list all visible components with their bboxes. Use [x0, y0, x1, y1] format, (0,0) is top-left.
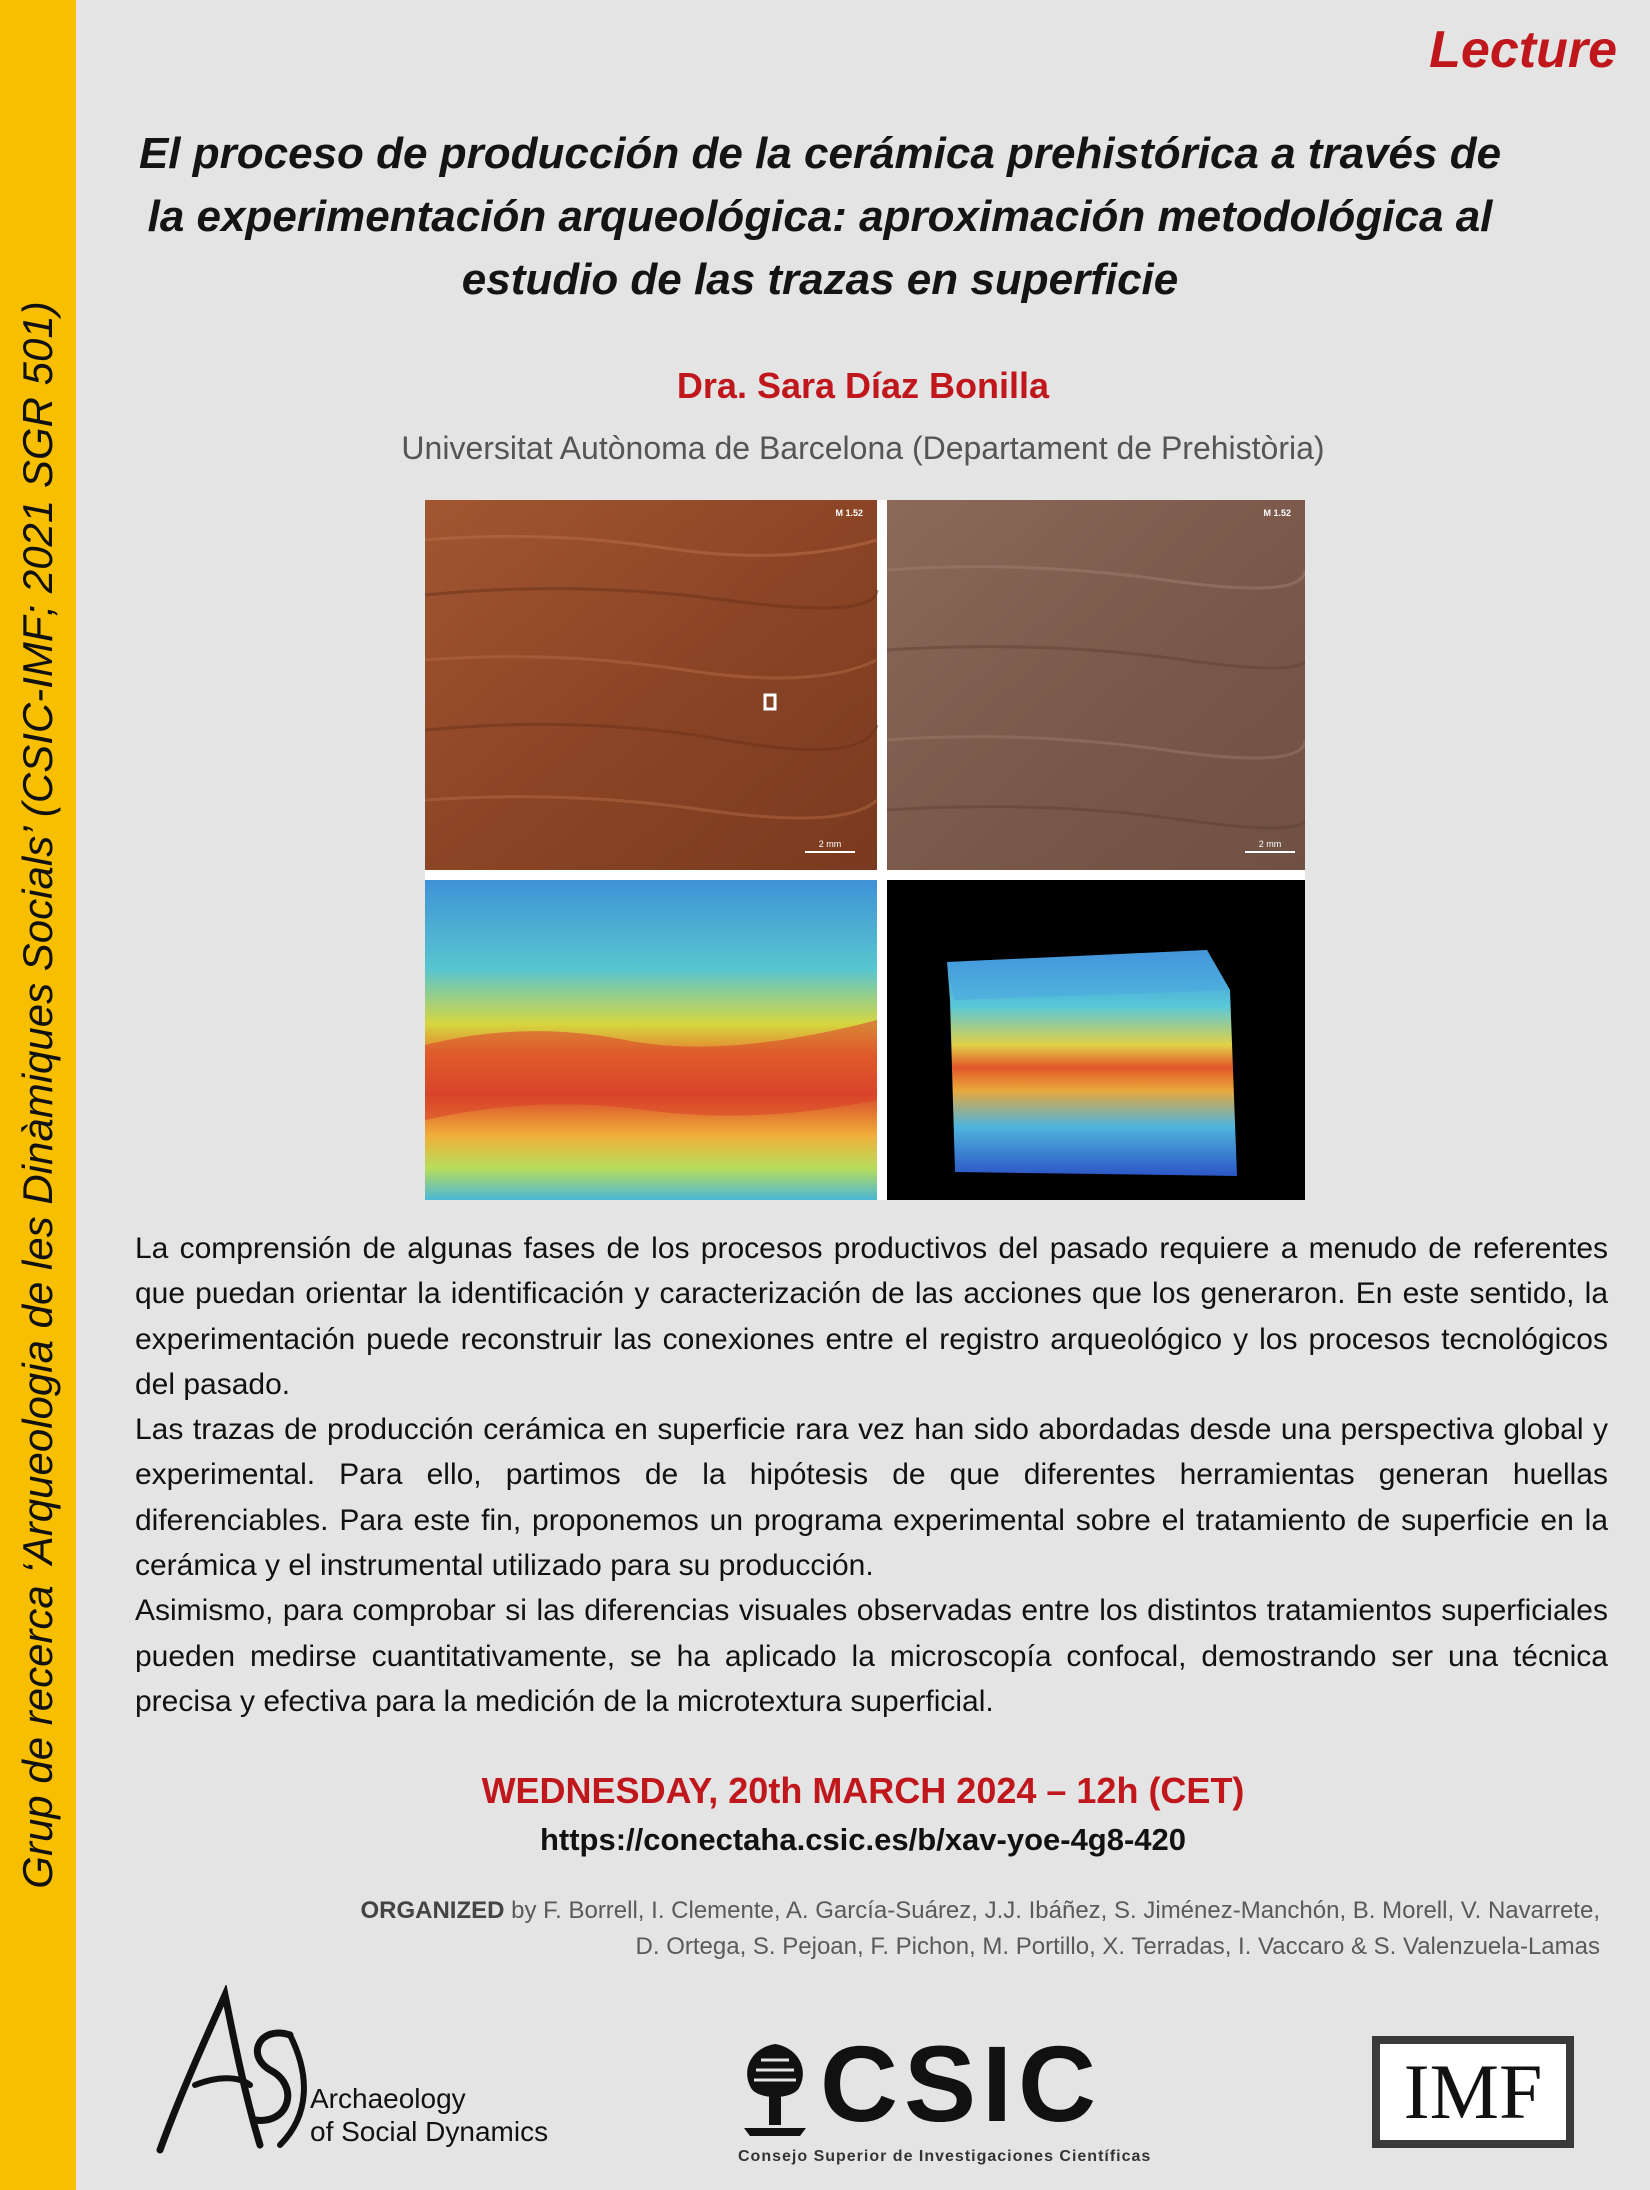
panel-bottom-left	[425, 880, 877, 1200]
panel-tr-label: M 1.52	[1263, 508, 1291, 518]
imf-wordmark: IMF	[1403, 2048, 1543, 2135]
event-date: WEDNESDAY, 20th MARCH 2024 – 12h (CET)	[481, 1770, 1245, 1811]
organizers-line-2: D. Ortega, S. Pejoan, F. Pichon, M. Portillo, X. Terradas, I. Vaccaro & S. Valenzuela-Lamas	[635, 1933, 1600, 1960]
panel-top-left	[425, 500, 877, 870]
event-link[interactable]: https://conectaha.csic.es/b/xav-yoe-4g8-420	[539, 1822, 1187, 1857]
sidebar-band	[0, 0, 76, 2190]
panel-tl-label: M 1.52	[835, 508, 863, 518]
abstract	[135, 1226, 1608, 1724]
panel-tr-scale: 2 mm	[1258, 839, 1282, 849]
speaker-name: Dra. Sara Díaz Bonilla	[676, 365, 1050, 406]
organizers	[120, 1893, 1600, 1965]
sidebar-group-name: Grup de recerca ‘Arqueologia de les Dinàmiques Socials’ (CSIC-IMF; 2021 SGR 501)	[14, 301, 61, 1889]
title-line-1: El proceso de producción de la cerámica prehistórica a través de	[138, 129, 1502, 178]
title-line-3: estudio de las trazas en superficie	[461, 255, 1179, 304]
speaker-affiliation: Universitat Autònoma de Barcelona (Departament de Prehistòria)	[401, 430, 1325, 466]
imf-logo	[1372, 2036, 1574, 2148]
abstract-paragraph-2: Las trazas de producción cerámica en superficie rara vez han sido abordadas desde una perspectiva global y experimental. Para ello, partimos de la hipótesis de que diferentes herramientas generan huellas diferenciables. Para este fin, proponemos un programa experimental sobre el tratamiento de superficie en la cerámica y el instrumental utilizado para su producción.	[135, 1413, 1608, 1583]
organized-label: ORGANIZED	[360, 1897, 505, 1924]
microscopy-figure	[425, 500, 1305, 1200]
abstract-paragraph-1: La comprensión de algunas fases de los procesos productivos del pasado requiere a menudo de referentes que puedan orientar la identificación y caracterización de las acciones que los generaron. En este sentido, la experimentación puede reconstruir las conexiones entre el registro arqueológico y los procesos tecnológicos del pasado.	[135, 1232, 1608, 1401]
csic-tree-emblem-icon	[736, 2040, 814, 2138]
abstract-paragraph-3: Asimismo, para comprobar si las diferencias visuales observadas entre los distintos tratamientos superficiales pueden medirse cuantitativamente, se ha aplicado la microscopía confocal, demostrando ser una técnica precisa y efectiva para la medición de la microtextura superficial.	[135, 1594, 1608, 1718]
csic-wordmark: CSIC	[820, 2023, 1103, 2144]
panel-top-right	[887, 500, 1305, 870]
organizers-line-1: by F. Borrell, I. Clemente, A. García-Suárez, J.J. Ibáñez, S. Jiménez-Manchón, B. Morell, V. Navarrete,	[504, 1897, 1600, 1924]
asd-logo-text: Archaeology of Social Dynamics	[310, 2083, 549, 2147]
asd-logo-mark	[150, 1985, 320, 2160]
panel-bottom-right	[887, 880, 1305, 1200]
csic-subtitle: Consejo Superior de Investigaciones Científicas	[738, 2148, 1152, 2165]
title-line-2: la experimentación arqueológica: aproximación metodológica al	[147, 192, 1493, 241]
event-type: Lecture	[1429, 21, 1617, 79]
panel-tl-scale: 2 mm	[818, 839, 842, 849]
lecture-title	[120, 122, 1520, 311]
